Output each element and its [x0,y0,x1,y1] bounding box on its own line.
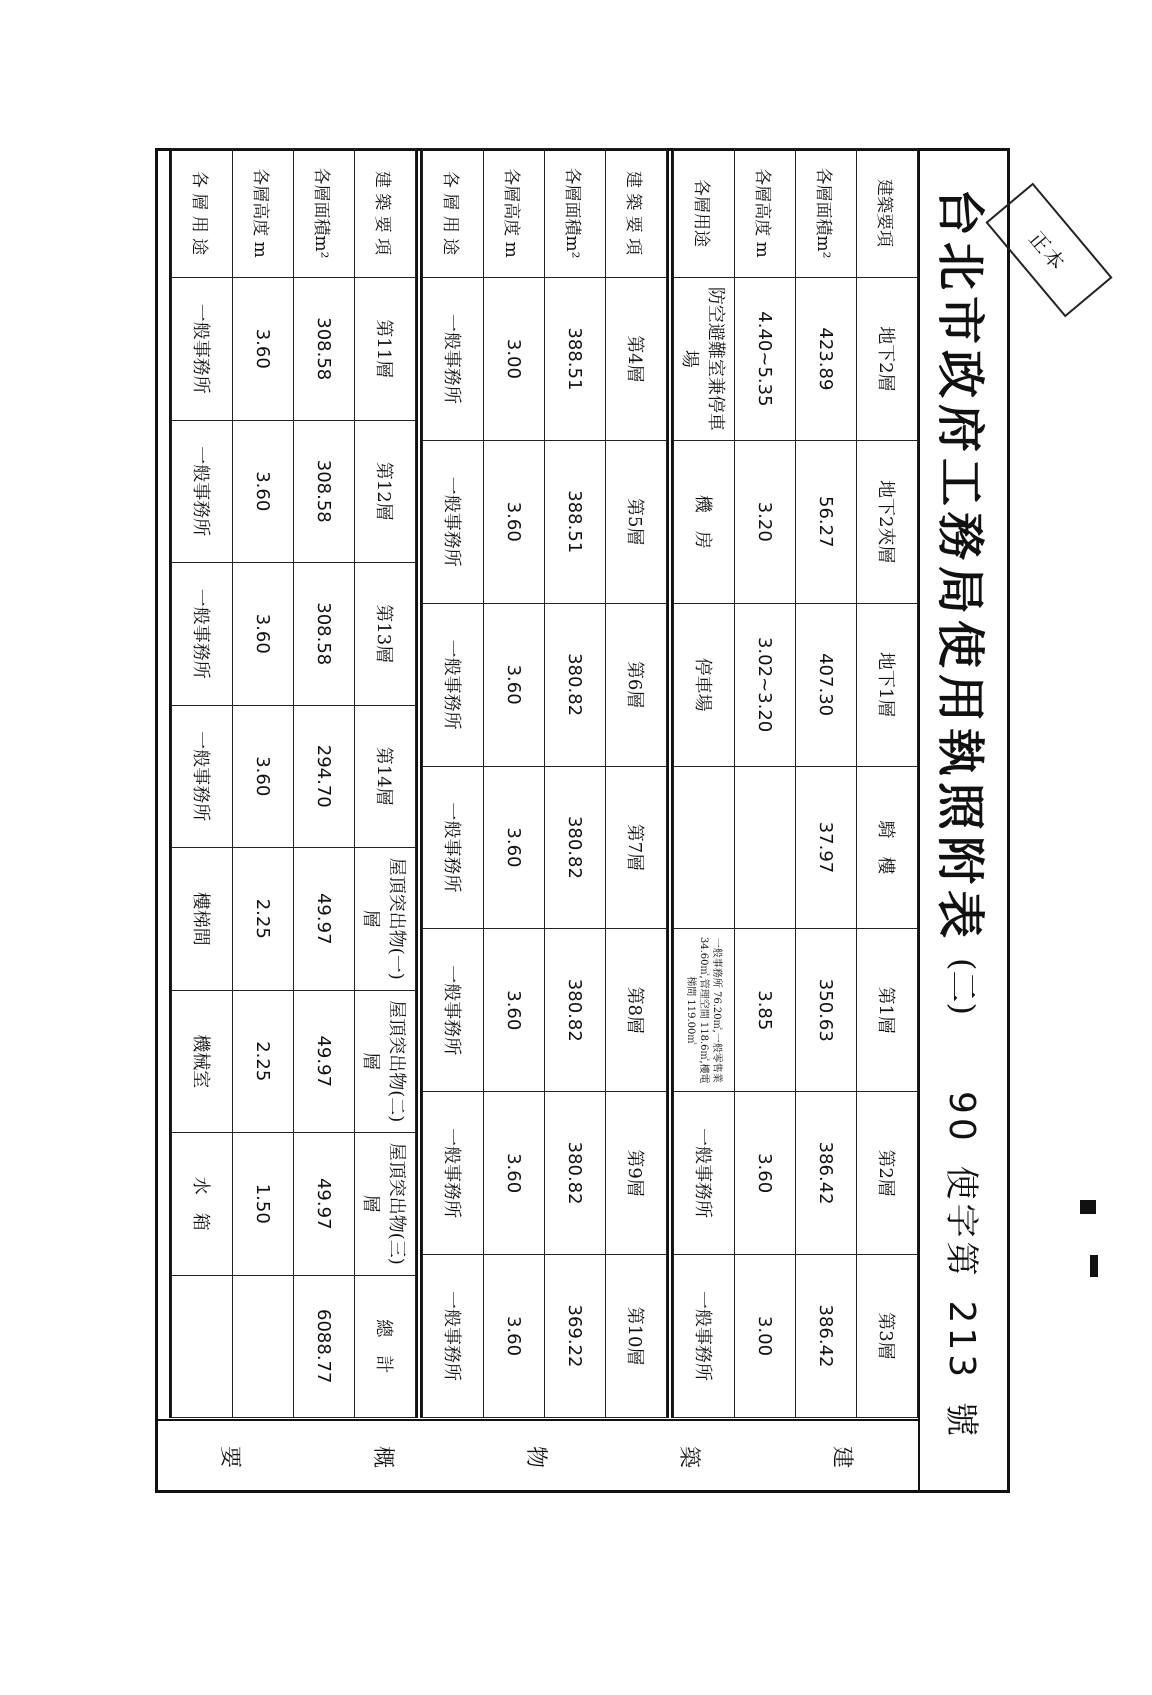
table-cell-use [674,766,735,929]
table-cell-name: 第2層 [857,1092,918,1255]
table-row [857,149,918,1418]
table-block-2 [416,148,667,1418]
table-cell-height [233,1275,294,1418]
floor-table [171,148,416,1418]
side-label-char: 建 [829,1445,854,1468]
table-cell-name: 屋頂突出物(一)層 [355,848,416,991]
table-cell-use: 一般事務所 [423,603,484,766]
table-cell-name: 第12層 [355,420,416,563]
page-title: 台北市政府工務局使用執照附表 [932,188,989,945]
scan-mark [1080,1200,1096,1214]
table-cell-height: 3.60 [233,563,294,706]
table-cell-use: 一般事務所 [423,1255,484,1418]
table-cell-height: 3.20 [735,440,796,603]
table-cell-name: 屋頂突出物(三)層 [355,1133,416,1276]
row-header: 建築要項 [857,149,918,278]
table-cell-use: 一般事務所 [172,278,233,421]
table-row [484,149,545,1418]
row-header: 各層面積m² [294,149,355,278]
stamp: 正本 [985,183,1112,318]
table-cell-area: 380.82 [545,929,606,1092]
table-cell-use: 一般事務所 [172,705,233,848]
table-cell-name: 第10層 [606,1255,667,1418]
table-cell-use [172,1275,233,1418]
table-cell-use: 機械室 [172,990,233,1133]
table-cell-area: 386.42 [796,1255,857,1418]
scan-mark [1090,1255,1098,1277]
row-header: 建 築 要 項 [606,149,667,278]
table-cell-name: 第14層 [355,705,416,848]
side-label-char: 築 [676,1445,701,1468]
table-cell-name: 第9層 [606,1092,667,1255]
table-cell-height: 3.60 [484,1255,545,1418]
table-cell-height: 3.60 [484,929,545,1092]
table-cell-area: 423.89 [796,278,857,441]
table-row [355,149,416,1418]
table-cell-name: 第7層 [606,766,667,929]
table-cell-name: 地下2夾層 [857,440,918,603]
row-header: 各層高度 m [233,149,294,278]
title-suffix: (二) [944,958,982,1015]
row-header: 各層面積m² [545,149,606,278]
table-row [423,149,484,1418]
row-header: 各層高度 m [735,149,796,278]
table-cell-area: 369.22 [545,1255,606,1418]
table-cell-height: 3.85 [735,929,796,1092]
table-cell-height: 1.50 [233,1133,294,1276]
table-cell-use: 樓梯間 [172,848,233,991]
table-cell-use: 機 房 [674,440,735,603]
permit-suffix: 號 [941,1401,982,1440]
rotated-document [155,148,1072,1493]
table-cell-area: 386.42 [796,1092,857,1255]
table-cell-name: 第6層 [606,603,667,766]
table-cell-use: 一般事務所 [423,766,484,929]
side-label-char: 物 [523,1445,548,1468]
table-cell-area: 380.82 [545,603,606,766]
table-cell-use: 水 箱 [172,1133,233,1276]
row-header: 各層高度 m [484,149,545,278]
title-row [920,148,1010,1493]
table-block-3 [169,148,416,1418]
table-cell-area: 308.58 [294,563,355,706]
row-header: 各層面積m² [796,149,857,278]
table-cell-area: 37.97 [796,766,857,929]
table-cell-name: 第4層 [606,278,667,441]
table-cell-use: 一般事務所 [423,278,484,441]
table-cell-name: 第8層 [606,929,667,1092]
table-cell-height: 3.60 [484,1092,545,1255]
table-row [172,149,233,1418]
row-header: 各 層 用 途 [423,149,484,278]
table-cell-height: 3.60 [233,420,294,563]
table-cell-height: 3.60 [484,766,545,929]
table-cell-height: 2.25 [233,990,294,1133]
floor-table [422,148,667,1418]
row-header: 各層用途 [674,149,735,278]
table-cell-height: 3.00 [735,1255,796,1418]
table-cell-name: 屋頂突出物(二)層 [355,990,416,1133]
table-cell-area: 49.97 [294,848,355,991]
table-cell-area: 350.63 [796,929,857,1092]
permit-year: 90 [941,1091,983,1145]
row-header: 建 築 要 項 [355,149,416,278]
table-cell-height: 3.60 [484,603,545,766]
table-cell-use: 一般事務所 [423,440,484,603]
table-cell-area: 380.82 [545,1092,606,1255]
table-cell-area: 6088.77 [294,1275,355,1418]
table-cell-use: 防空避難室兼停車場 [674,278,735,441]
row-header: 各 層 用 途 [172,149,233,278]
table-cell-area: 294.70 [294,705,355,848]
table-row [606,149,667,1418]
table-cell-name: 第5層 [606,440,667,603]
table-row [294,149,355,1418]
table-cell-height: 3.60 [233,278,294,421]
table-row [735,149,796,1418]
table-cell-name: 騎 樓 [857,766,918,929]
table-cell-use: 一般事務所 [423,929,484,1092]
table-cell-name: 第1層 [857,929,918,1092]
table-row [796,149,857,1418]
table-cell-height: 3.02~3.20 [735,603,796,766]
table-cell-name: 地下2層 [857,278,918,441]
table-cell-height: 3.00 [484,278,545,441]
permit-number [941,1085,990,1440]
table-cell-height: 3.60 [233,705,294,848]
table-cell-area: 388.51 [545,440,606,603]
table-row [674,149,735,1418]
table-cell-use: 一般事務所 [674,1255,735,1418]
table-cell-area: 49.97 [294,1133,355,1276]
table-cell-area: 407.30 [796,603,857,766]
table-cell-use: 一般事務所 [423,1092,484,1255]
side-label [155,1419,920,1493]
building-summary-tables [153,148,920,1493]
table-cell-use: 一般事務所 [674,1092,735,1255]
side-label-char: 概 [370,1445,395,1468]
permit-word: 使字第 [941,1165,982,1280]
table-cell-height [735,766,796,929]
table-row [545,149,606,1418]
table-cell-area: 49.97 [294,990,355,1133]
table-row [233,149,294,1418]
table-cell-area: 308.58 [294,420,355,563]
table-cell-height: 4.40~5.35 [735,278,796,441]
table-block-1 [667,148,918,1418]
permit-no: 213 [941,1300,983,1382]
table-cell-name: 第3層 [857,1255,918,1418]
table-cell-area: 388.51 [545,278,606,441]
table-cell-name: 地下1層 [857,603,918,766]
table-cell-use: 停車場 [674,603,735,766]
table-cell-name: 總 計 [355,1275,416,1418]
table-cell-use: 一般事務所 76.20㎡,一般零售業 34.60㎡,管理空間 118.6㎡,樓電梯間 119.00㎡ [674,929,735,1092]
table-cell-name: 第13層 [355,563,416,706]
table-cell-area: 380.82 [545,766,606,929]
table-cell-name: 第11層 [355,278,416,421]
floor-table [673,148,918,1418]
table-cell-use: 一般事務所 [172,563,233,706]
side-label-char: 要 [217,1445,242,1468]
table-cell-use: 一般事務所 [172,420,233,563]
table-cell-height: 3.60 [735,1092,796,1255]
table-cell-area: 56.27 [796,440,857,603]
table-cell-area: 308.58 [294,278,355,421]
table-cell-height: 3.60 [484,440,545,603]
table-cell-height: 2.25 [233,848,294,991]
